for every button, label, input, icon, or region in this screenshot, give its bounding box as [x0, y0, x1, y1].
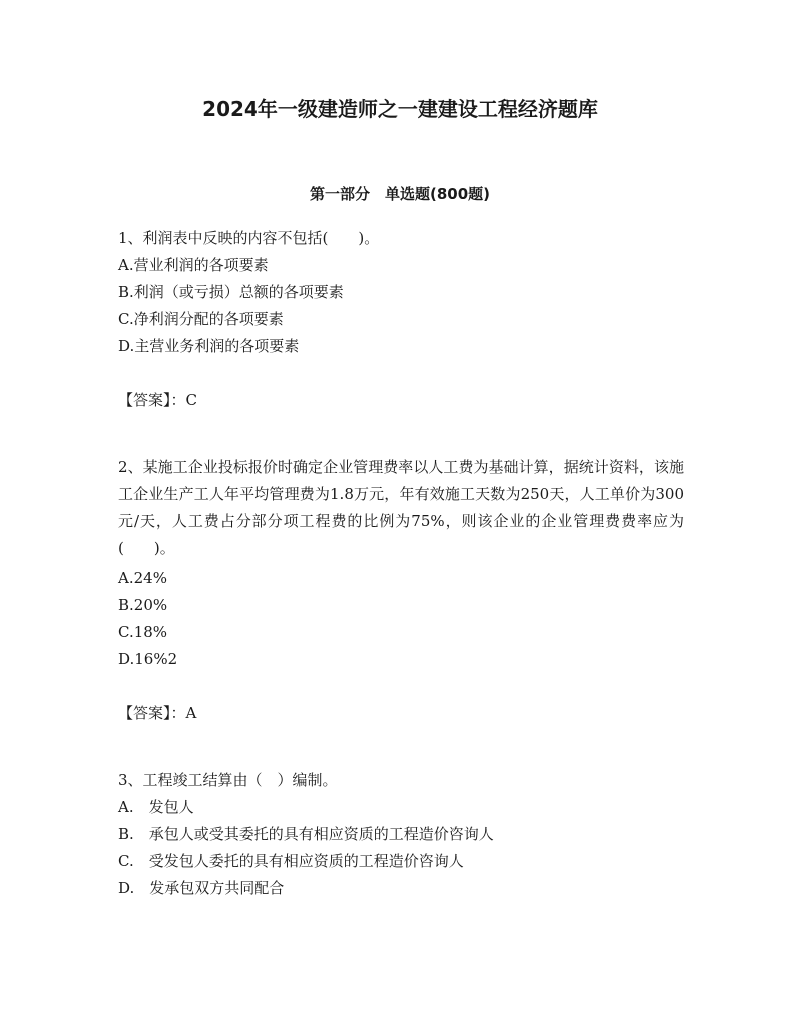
question-1-option-b: B.利润（或亏损）总额的各项要素 — [118, 283, 344, 301]
question-2-option-d: D.16%2 — [118, 650, 178, 668]
question-1-option-c: C.净利润分配的各项要素 — [118, 310, 284, 328]
question-2-option-b: B.20% — [118, 596, 168, 614]
question-3-option-d: D. 发承包双方共同配合 — [118, 879, 285, 897]
question-2-option-a: A.24% — [118, 569, 167, 587]
question-1-stem: 1、利润表中反映的内容不包括( )。 — [118, 229, 380, 247]
section-title: 第一部分 单选题(800题) — [309, 185, 491, 203]
question-1-option-a: A.营业利润的各项要素 — [118, 256, 269, 274]
question-1-answer: 【答案】：C — [118, 391, 197, 409]
question-2-answer: 【答案】：A — [118, 704, 197, 722]
question-3-stem: 3、工程竣工结算由（ ）编制。 — [118, 771, 338, 789]
question-1-option-d: D.主营业务利润的各项要素 — [118, 337, 300, 355]
question-2-stem: 2、某施工企业投标报价时确定企业管理费率以人工费为基础计算，据统计资料，该施工企业生产工人年平均管理费为1.8万元，年有效施工天数为250天，人工单价为300元/天，人工费占分部分项工程费的比例为75%，则该企业的企业管理费费率应为( )。 — [118, 458, 684, 557]
question-3-option-b: B. 承包人或受其委托的具有相应资质的工程造价咨询人 — [118, 825, 494, 843]
question-3-option-a: A. 发包人 — [118, 798, 194, 816]
document-title: 2024年一级建造师之一建建设工程经济题库 — [202, 97, 598, 121]
question-3-option-c: C. 受发包人委托的具有相应资质的工程造价咨询人 — [118, 852, 464, 870]
question-2-option-c: C.18% — [118, 623, 168, 641]
